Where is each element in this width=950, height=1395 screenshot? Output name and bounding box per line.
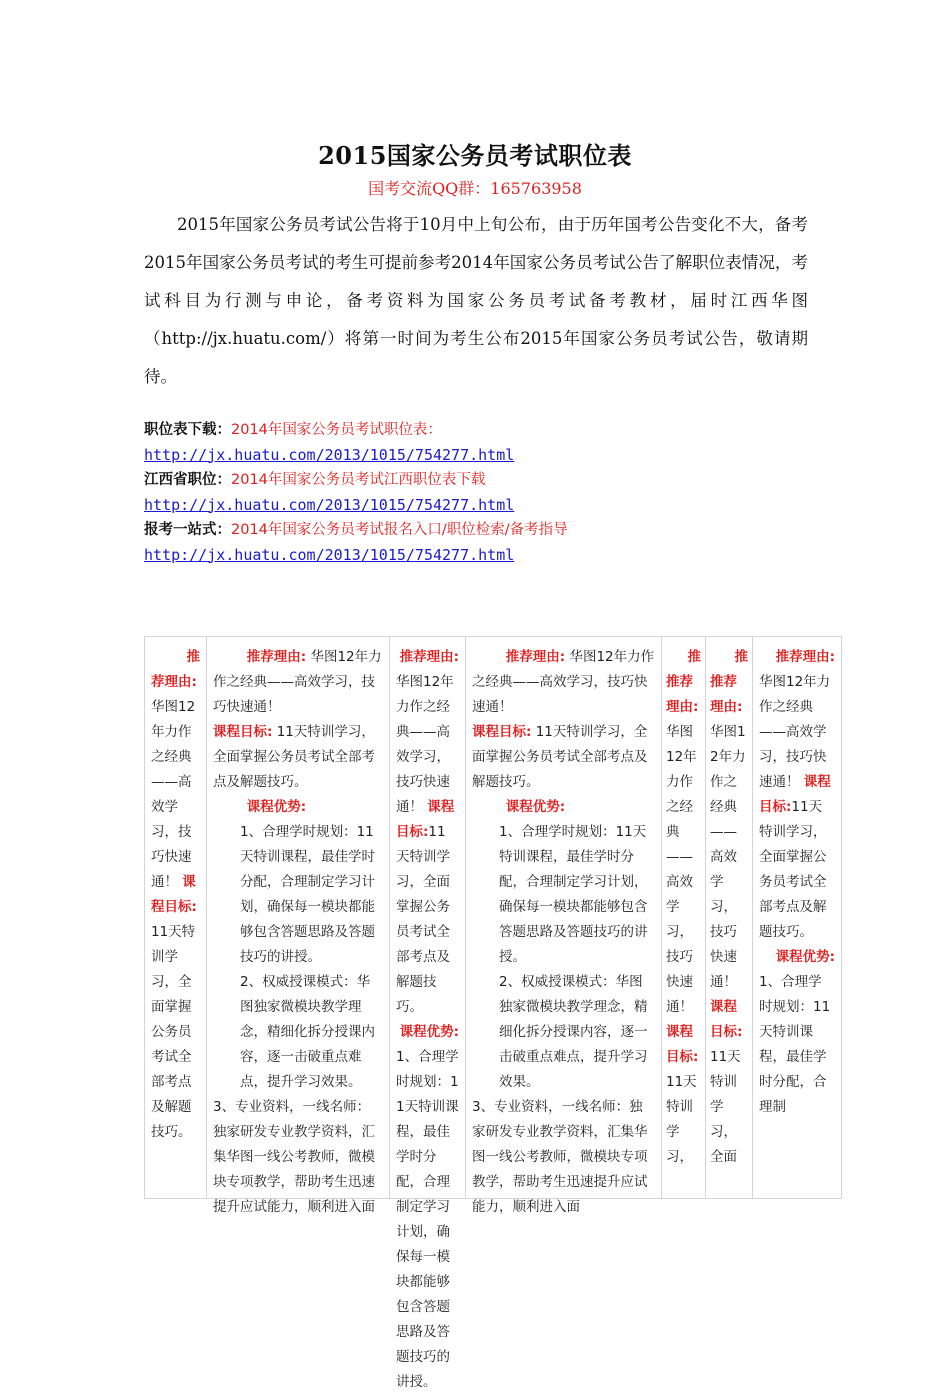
advantage-1: 1、合理学时规划：11天特训课程，最佳学时分配，合理制定学习计划，确保每一模块都能够包含答题思路及答题技巧的讲授。 (499, 824, 648, 965)
reason-text: 华图12年力作之经典——高效学习，技巧快速通！ (759, 674, 831, 790)
reason-key: 推 (687, 649, 701, 665)
link-url[interactable]: http://jx.huatu.com/2013/1015/754277.html (144, 545, 515, 564)
link-title[interactable]: 2014年国家公务员考试江西职位表下载 (231, 472, 486, 488)
advantage-1: 1、合理学时规划：11天特训课程，最佳学时分配，合理制定学习计划，确保每一模块都能够包含答题思路及答题技巧的讲授。 (396, 1049, 459, 1390)
reason-text: 华图12年力作之经典——高效学习，技巧快速通！ (213, 649, 382, 715)
advantage-key: 课程优势: (505, 799, 566, 815)
link-url[interactable]: http://jx.huatu.com/2013/1015/754277.html (144, 445, 515, 464)
reason-text: 华图12年力作之经典——高效学习，技巧快速通！ (666, 724, 697, 1015)
advantage-1: 1、合理学时规划：11天特训课程，最佳学时分配，合理制 (759, 974, 831, 1115)
advantage-key: 课程优势: (775, 949, 835, 965)
link-url[interactable]: http://jx.huatu.com/2013/1015/754277.html (144, 495, 515, 514)
intro-paragraph: 2015年国家公务员考试公告将于10月中上旬公布，由于历年国考公告变化不大，备考2015年国家公务员考试的考生可提前参考2014年国家公务员考试公告了解职位表情况，考试科目为行测与申论，备考资料为国家公务员考试备考教材，届时江西华图（http://jx.huatu.com/）将第一时间为考生公布2015年国家公务员考试公告，敬请期待。 (144, 215, 808, 386)
reason-key: 推荐理由: (505, 649, 566, 665)
target-key: 课程目标: (151, 874, 197, 915)
reason-key: 推荐理由: (246, 649, 307, 665)
target-text: 11天特训学习，全面掌握公务员考试全部考点及解题技巧。 (472, 724, 648, 790)
link-label-row (144, 417, 804, 443)
promo-column (389, 637, 465, 1390)
reason-text: 华图12年力作之经典——高效学习，技巧快速通！ (472, 649, 655, 715)
advantage-3: 3、专业资料，一线名师：独家研发专业教学资料，汇集华图一线公考教师，微模块专项教学，帮助考生迅速提升应试能力，顺利进入面 (213, 1099, 375, 1215)
target-key: 课程目标: (710, 999, 743, 1040)
target-text: 11天特训学习，全面掌握公务员考试全部考点及解题技巧。 (213, 724, 375, 790)
reason-key: 推荐理由: (399, 649, 459, 665)
target-text: 11天特训学习，全面掌握公务员考试全部考点及解题技巧。 (151, 924, 196, 1140)
advantage-2: 2、权威授课模式：华图独家微模块教学理念，精细化拆分授课内容，逐一击破重点难点，提升学习效果。 (499, 974, 648, 1090)
promo-column: 推 荐理由:华图12年力作之经典——高效学习，技巧快速通！ 课程目标:11天特训学习，全面掌握公务员考试全部考点及解题技巧。 (145, 637, 206, 1198)
link-label: 江西省职位： (144, 472, 231, 488)
reason-text: 华图12年力作之经典——高效学习，技巧快速通！ (396, 674, 454, 815)
target-key: 课程目标: (472, 724, 532, 740)
advantage-1: 1、合理学时规划：11天特训课程，最佳学时分配，合理制定学习计划，确保每一模块都能够包含答题思路及答题技巧的讲授。 (240, 824, 375, 965)
target-key: 课程目标: (759, 774, 831, 815)
promo-column (206, 637, 389, 1215)
reason-text: 华图12年力作之经典——高效学习，技巧快速通！ (710, 724, 746, 990)
advantage-key: 课程优势: (246, 799, 307, 815)
link-label-row (144, 467, 804, 493)
promo-column: 推 推荐理由:华图12年力作之经典——高效学习，技巧快速通！ 课程目标:11天特训学习，全面 (705, 637, 752, 1198)
link-label-row (144, 517, 804, 543)
target-key: 课程目标: (213, 724, 273, 740)
target-key: 课程目标: (396, 799, 455, 840)
target-text: 11天特训学习， (666, 1074, 697, 1165)
download-links (144, 417, 804, 567)
target-text: 11天特训学习，全面 (710, 1049, 741, 1165)
advantage-key: 课程优势: (399, 1024, 459, 1040)
promo-column (752, 637, 841, 1198)
course-promo-table (144, 636, 842, 1390)
link-title[interactable]: 2014年国家公务员考试报名入口/职位检索/备考指导 (231, 522, 568, 538)
target-text: 11天特训学习，全面掌握公务员考试全部考点及解题技巧。 (396, 824, 450, 1015)
link-label: 报考一站式： (144, 522, 231, 538)
promo-column (465, 637, 661, 1215)
advantage-2: 2、权威授课模式：华图独家微模块教学理念，精细化拆分授课内容，逐一击破重点难点，提升学习效果。 (240, 974, 375, 1090)
target-key: 课程目标: (666, 1024, 699, 1065)
reason-key: 推 (734, 649, 748, 665)
target-text: 11天特训学习，全面掌握公务员考试全部考点及解题技巧。 (759, 799, 827, 940)
link-label: 职位表下载： (144, 422, 231, 438)
qq-group-subtitle: 国考交流QQ群：165763958 (368, 179, 582, 198)
reason-text: 华图12年力作之经典——高效学习，技巧快速通！ (151, 699, 196, 890)
reason-key: 推 (186, 649, 200, 665)
advantage-3: 3、专业资料，一线名师：独家研发专业教学资料，汇集华图一线公考教师，微模块专项教学，帮助考生迅速提升应试能力，顺利进入面 (472, 1099, 648, 1215)
promo-column: 推 推荐理由:华图12年力作之经典——高效学习，技巧快速通！ 课程目标:11天特训学习， (661, 637, 705, 1198)
link-title[interactable]: 2014年国家公务员考试职位表： (231, 422, 442, 438)
reason-key: 推荐理由: (775, 649, 835, 665)
page-title: 2015国家公务员考试职位表 (318, 141, 632, 170)
